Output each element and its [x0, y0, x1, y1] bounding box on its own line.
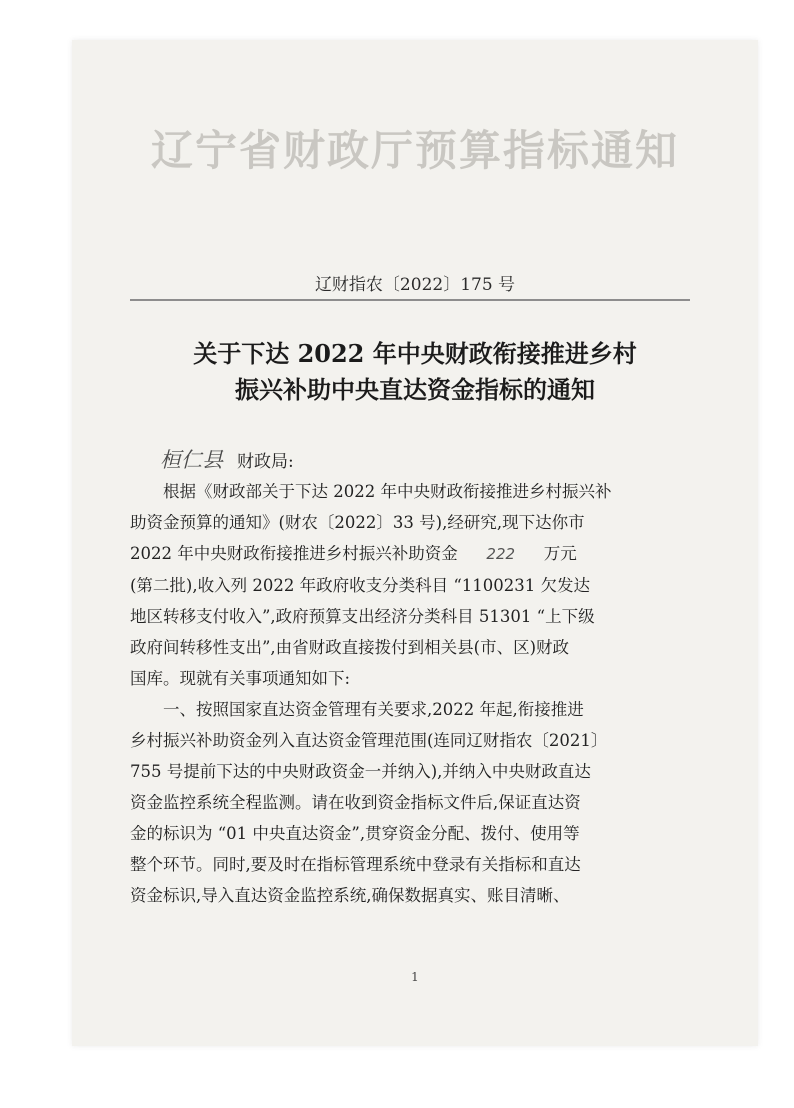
paragraph-line: 助资金预算的通知》(财农〔2022〕33 号),经研究,现下达你市 — [130, 513, 585, 532]
document-body — [130, 476, 690, 911]
document-title — [72, 336, 758, 408]
document-number: 辽财指农〔2022〕175 号 — [314, 275, 516, 295]
paragraph-line: 乡村振兴补助资金列入直达资金管理范围(连同辽财指农〔2021〕 — [130, 731, 608, 750]
paragraph-line: 国库。现就有关事项通知如下: — [130, 669, 351, 688]
page-number: 1 — [411, 970, 419, 984]
paragraph-line: (第二批),收入列 2022 年政府收支分类科目 “1100231 欠发达 — [130, 576, 591, 595]
paragraph-line: 政府间转移性支出”,由省财政直接拨付到相关县(市、区)财政 — [130, 638, 570, 657]
paragraph-line: 一、按照国家直达资金管理有关要求,2022 年起,衔接推进 — [163, 700, 584, 719]
title-line-1: 关于下达 2022 年中央财政衔接推进乡村 — [193, 339, 637, 368]
handwritten-amount: 222 — [486, 545, 516, 563]
document-header: 辽宁省财政厅预算指标通知 — [150, 126, 679, 175]
paragraph-2 — [130, 694, 690, 911]
paragraph-line: 根据《财政部关于下达 2022 年中央财政衔接推进乡村振兴补 — [163, 482, 612, 501]
document-page — [72, 40, 758, 1046]
salutation — [160, 444, 294, 474]
paragraph-line: 地区转移支付收入”,政府预算支出经济分类科目 51301 “上下级 — [130, 607, 595, 626]
handwritten-county-name: 桓仁县 — [160, 448, 223, 472]
paragraph-line: 资金监控系统全程监测。请在收到资金指标文件后,保证直达资 — [130, 793, 581, 812]
paragraph-line: 资金标识,导入直达资金监控系统,确保数据真实、账目清晰、 — [130, 886, 570, 905]
paragraph-line: 755 号提前下达的中央财政资金一并纳入),并纳入中央财政直达 — [130, 762, 591, 781]
paragraph-line: 整个环节。同时,要及时在指标管理系统中登录有关指标和直达 — [130, 855, 581, 874]
header-divider — [130, 299, 690, 301]
salutation-recipient: 财政局: — [237, 452, 294, 472]
paragraph-line: 金的标识为 “01 中央直达资金”,贯穿资金分配、拨付、使用等 — [130, 824, 580, 843]
paragraph-1 — [130, 476, 690, 694]
paragraph-line: 2022 年中央财政衔接推进乡村振兴补助资金 222 万元 — [130, 538, 690, 570]
title-line-2: 振兴补助中央直达资金指标的通知 — [235, 375, 595, 404]
